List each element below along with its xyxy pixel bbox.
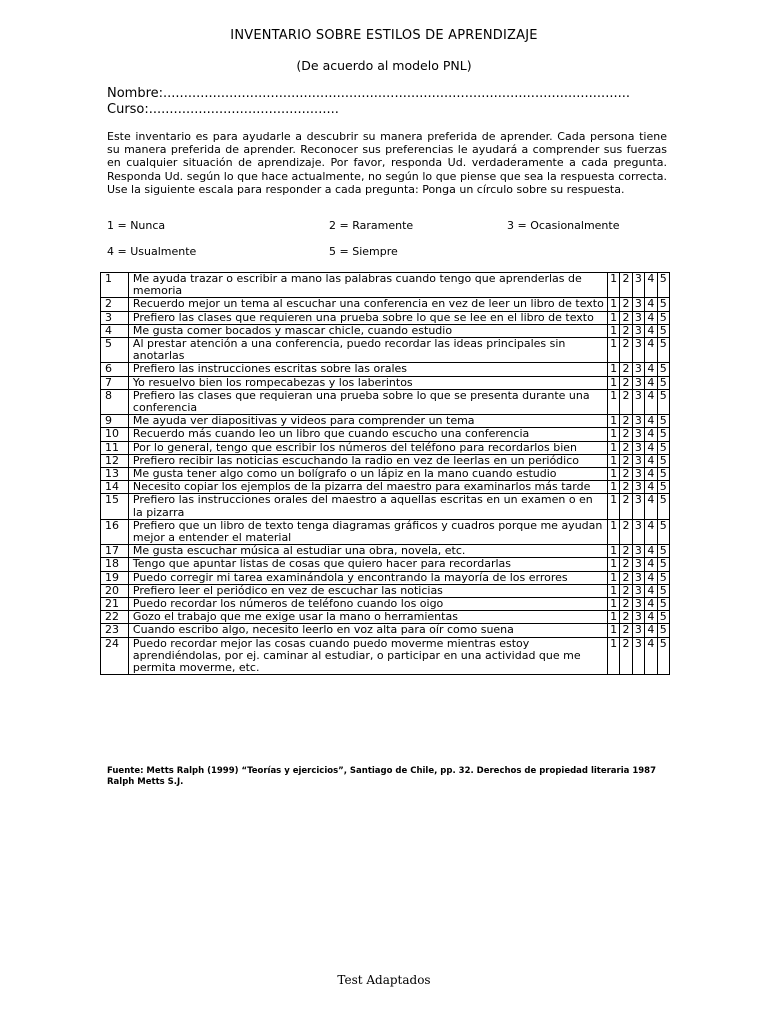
answer-option-5[interactable]: 5 — [657, 415, 669, 428]
question-number: 9 — [101, 415, 129, 428]
answer-option-5[interactable]: 5 — [657, 611, 669, 624]
answer-option-3[interactable]: 3 — [632, 584, 644, 597]
answer-option-4[interactable]: 4 — [645, 415, 657, 428]
answer-option-2[interactable]: 2 — [620, 611, 632, 624]
answer-option-5[interactable]: 5 — [657, 624, 669, 637]
answer-option-2[interactable]: 2 — [620, 428, 632, 441]
question-number: 15 — [101, 494, 129, 519]
question-row — [101, 468, 670, 481]
scale-label-3: 3 = Ocasionalmente — [507, 219, 620, 232]
question-row — [101, 545, 670, 558]
answer-option-4[interactable]: 4 — [645, 441, 657, 454]
answer-option-5[interactable]: 5 — [657, 441, 669, 454]
question-text: Prefiero las clases que requieren una prueba sobre lo que se lee en el libro de texto — [128, 311, 607, 324]
answer-option-3[interactable]: 3 — [632, 637, 644, 675]
scale-label-5: 5 = Siempre — [329, 245, 398, 258]
question-number: 14 — [101, 481, 129, 494]
answer-option-3[interactable]: 3 — [632, 611, 644, 624]
answer-option-3[interactable]: 3 — [632, 441, 644, 454]
question-text: Al prestar atención a una conferencia, puedo recordar las ideas principales sin anotarlas — [128, 338, 607, 363]
question-text: Tengo que apuntar listas de cosas que quiero hacer para recordarlas — [128, 558, 607, 571]
question-text: Prefiero leer el periódico en vez de escuchar las noticias — [128, 584, 607, 597]
answer-option-1[interactable]: 1 — [607, 558, 619, 571]
answer-option-3[interactable]: 3 — [632, 519, 644, 544]
answer-option-5[interactable]: 5 — [657, 273, 669, 298]
answer-option-5[interactable]: 5 — [657, 494, 669, 519]
question-row — [101, 428, 670, 441]
answer-option-2[interactable]: 2 — [620, 624, 632, 637]
answer-option-5[interactable]: 5 — [657, 545, 669, 558]
question-text: Gozo el trabajo que me exige usar la mano o herramientas — [128, 611, 607, 624]
question-text: Puedo corregir mi tarea examinándola y encontrando la mayoría de los errores — [128, 571, 607, 584]
question-number: 11 — [101, 441, 129, 454]
answer-option-4[interactable]: 4 — [645, 311, 657, 324]
answer-option-2[interactable]: 2 — [620, 389, 632, 414]
question-row — [101, 389, 670, 414]
question-text: Por lo general, tengo que escribir los números del teléfono para recordarlos bien — [128, 441, 607, 454]
question-number: 22 — [101, 611, 129, 624]
answer-option-1[interactable]: 1 — [607, 415, 619, 428]
intro-paragraph: Este inventario es para ayudarle a descubrir su manera preferida de aprender. Cada persona tiene su manera preferida de aprender. Reconocer sus preferencias le ayudará a comprender sus fuerzas en cualquier situación de aprendizaje. Por favor, responda Ud. verdaderamente a cada pregunta. Responda Ud. según lo que hace actualmente, no según lo que piense que sea la respuesta correcta. Use la siguiente escala para responder a cada pregunta: Ponga un círculo sobre su respuesta. — [107, 130, 667, 196]
answer-option-1[interactable]: 1 — [607, 376, 619, 389]
answer-option-3[interactable]: 3 — [632, 338, 644, 363]
answer-option-4[interactable]: 4 — [645, 545, 657, 558]
question-number: 7 — [101, 376, 129, 389]
answer-option-4[interactable]: 4 — [645, 611, 657, 624]
question-row — [101, 441, 670, 454]
page-subtitle: (De acuerdo al modelo PNL) — [296, 58, 472, 73]
answer-option-3[interactable]: 3 — [632, 363, 644, 376]
question-text: Prefiero recibir las noticias escuchando la radio en vez de leerlas en un periódico — [128, 454, 607, 467]
answer-option-4[interactable]: 4 — [645, 338, 657, 363]
question-text: Prefiero las instrucciones orales del maestro a aquellas escritas en un examen o en la pizarra — [128, 494, 607, 519]
source-note: Fuente: Metts Ralph (1999) “Teorías y ejercicios”, Santiago de Chile, pp. 32. Derechos de propiedad literaria 1987 Ralph Metts S.J. — [107, 766, 656, 787]
answer-option-1[interactable]: 1 — [607, 428, 619, 441]
answer-option-5[interactable]: 5 — [657, 428, 669, 441]
question-row — [101, 311, 670, 324]
question-row — [101, 584, 670, 597]
answer-option-3[interactable]: 3 — [632, 598, 644, 611]
answer-option-2[interactable]: 2 — [620, 637, 632, 675]
question-row — [101, 415, 670, 428]
answer-option-1[interactable]: 1 — [607, 441, 619, 454]
answer-option-3[interactable]: 3 — [632, 428, 644, 441]
answer-option-1[interactable]: 1 — [607, 637, 619, 675]
answer-option-2[interactable]: 2 — [620, 468, 632, 481]
answer-option-3[interactable]: 3 — [632, 389, 644, 414]
answer-option-3[interactable]: 3 — [632, 624, 644, 637]
answer-option-5[interactable]: 5 — [657, 298, 669, 311]
answer-option-5[interactable]: 5 — [657, 363, 669, 376]
answer-option-1[interactable]: 1 — [607, 571, 619, 584]
page-title: INVENTARIO SOBRE ESTILOS DE APRENDIZAJE — [230, 28, 538, 43]
question-text: Me ayuda ver diapositivas y videos para comprender un tema — [128, 415, 607, 428]
question-number: 24 — [101, 637, 129, 675]
question-text: Cuando escribo algo, necesito leerlo en voz alta para oír como suena — [128, 624, 607, 637]
answer-option-5[interactable]: 5 — [657, 584, 669, 597]
question-number: 3 — [101, 311, 129, 324]
answer-option-5[interactable]: 5 — [657, 481, 669, 494]
answer-option-2[interactable]: 2 — [620, 481, 632, 494]
question-number: 2 — [101, 298, 129, 311]
question-number: 1 — [101, 273, 129, 298]
question-text: Recuerdo más cuando leo un libro que cuando escucho una conferencia — [128, 428, 607, 441]
question-number: 19 — [101, 571, 129, 584]
question-text: Me ayuda trazar o escribir a mano las palabras cuando tengo que aprenderlas de memoria — [128, 273, 607, 298]
answer-option-1[interactable]: 1 — [607, 519, 619, 544]
answer-option-5[interactable]: 5 — [657, 389, 669, 414]
question-number: 8 — [101, 389, 129, 414]
question-text: Puedo recordar los números de teléfono cuando los oigo — [128, 598, 607, 611]
answer-option-4[interactable]: 4 — [645, 389, 657, 414]
answer-option-5[interactable]: 5 — [657, 558, 669, 571]
question-row — [101, 298, 670, 311]
question-row — [101, 454, 670, 467]
answer-option-2[interactable]: 2 — [620, 441, 632, 454]
answer-option-5[interactable]: 5 — [657, 311, 669, 324]
answer-option-2[interactable]: 2 — [620, 545, 632, 558]
question-text: Recuerdo mejor un tema al escuchar una conferencia en vez de leer un libro de texto — [128, 298, 607, 311]
answer-option-1[interactable]: 1 — [607, 584, 619, 597]
answer-option-1[interactable]: 1 — [607, 363, 619, 376]
question-number: 20 — [101, 584, 129, 597]
answer-option-3[interactable]: 3 — [632, 376, 644, 389]
question-row — [101, 558, 670, 571]
question-row — [101, 273, 670, 298]
answer-option-4[interactable]: 4 — [645, 363, 657, 376]
answer-option-4[interactable]: 4 — [645, 494, 657, 519]
answer-option-2[interactable]: 2 — [620, 454, 632, 467]
question-row — [101, 376, 670, 389]
answer-option-4[interactable]: 4 — [645, 298, 657, 311]
answer-option-3[interactable]: 3 — [632, 454, 644, 467]
question-number: 16 — [101, 519, 129, 544]
answer-option-1[interactable]: 1 — [607, 624, 619, 637]
question-number: 4 — [101, 324, 129, 337]
answer-option-1[interactable]: 1 — [607, 273, 619, 298]
answer-option-3[interactable]: 3 — [632, 545, 644, 558]
answer-option-5[interactable]: 5 — [657, 376, 669, 389]
nombre-field[interactable]: Nombre:................................................................................................................. — [107, 86, 630, 101]
answer-option-2[interactable]: 2 — [620, 415, 632, 428]
scale-label-2: 2 = Raramente — [329, 219, 414, 232]
answer-option-1[interactable]: 1 — [607, 298, 619, 311]
answer-option-2[interactable]: 2 — [620, 324, 632, 337]
answer-option-3[interactable]: 3 — [632, 298, 644, 311]
answer-option-4[interactable]: 4 — [645, 454, 657, 467]
question-row — [101, 624, 670, 637]
question-text: Puedo recordar mejor las cosas cuando puedo moverme mientras estoy aprendiéndolas, por ej. caminar al estudiar, o participar en una actividad que me permita moverme, etc. — [128, 637, 607, 675]
question-row — [101, 611, 670, 624]
answer-option-5[interactable]: 5 — [657, 468, 669, 481]
answer-option-3[interactable]: 3 — [632, 571, 644, 584]
answer-option-3[interactable]: 3 — [632, 494, 644, 519]
page-footer: Test Adaptados — [337, 973, 431, 987]
question-text: Prefiero que un libro de texto tenga diagramas gráficos y cuadros porque me ayudan mejor a entender el material — [128, 519, 607, 544]
answer-option-2[interactable]: 2 — [620, 519, 632, 544]
answer-option-3[interactable]: 3 — [632, 273, 644, 298]
question-number: 5 — [101, 338, 129, 363]
question-row — [101, 363, 670, 376]
answer-option-1[interactable]: 1 — [607, 468, 619, 481]
answer-option-1[interactable]: 1 — [607, 454, 619, 467]
answer-option-1[interactable]: 1 — [607, 611, 619, 624]
answer-option-1[interactable]: 1 — [607, 598, 619, 611]
answer-option-2[interactable]: 2 — [620, 558, 632, 571]
answer-option-2[interactable]: 2 — [620, 598, 632, 611]
question-number: 21 — [101, 598, 129, 611]
answer-option-2[interactable]: 2 — [620, 494, 632, 519]
answer-option-5[interactable]: 5 — [657, 454, 669, 467]
question-row — [101, 519, 670, 544]
question-row — [101, 598, 670, 611]
question-number: 18 — [101, 558, 129, 571]
answer-option-3[interactable]: 3 — [632, 324, 644, 337]
answer-option-4[interactable]: 4 — [645, 637, 657, 675]
answer-option-3[interactable]: 3 — [632, 415, 644, 428]
question-number: 23 — [101, 624, 129, 637]
answer-option-2[interactable]: 2 — [620, 311, 632, 324]
answer-option-4[interactable]: 4 — [645, 428, 657, 441]
answer-option-4[interactable]: 4 — [645, 571, 657, 584]
question-row — [101, 571, 670, 584]
answer-option-2[interactable]: 2 — [620, 376, 632, 389]
answer-option-1[interactable]: 1 — [607, 389, 619, 414]
question-text: Me gusta comer bocados y mascar chicle, cuando estudio — [128, 324, 607, 337]
answer-option-4[interactable]: 4 — [645, 324, 657, 337]
answer-option-3[interactable]: 3 — [632, 311, 644, 324]
answer-option-5[interactable]: 5 — [657, 338, 669, 363]
answer-option-5[interactable]: 5 — [657, 519, 669, 544]
question-number: 6 — [101, 363, 129, 376]
question-row — [101, 338, 670, 363]
answer-option-4[interactable]: 4 — [645, 624, 657, 637]
question-text: Yo resuelvo bien los rompecabezas y los laberintos — [128, 376, 607, 389]
answer-option-2[interactable]: 2 — [620, 273, 632, 298]
question-text: Me gusta tener algo como un bolígrafo o un lápiz en la mano cuando estudio — [128, 468, 607, 481]
question-row — [101, 637, 670, 675]
scale-label-4: 4 = Usualmente — [107, 245, 197, 258]
answer-option-1[interactable]: 1 — [607, 481, 619, 494]
question-text: Prefiero las clases que requieran una prueba sobre lo que se presenta durante una conferencia — [128, 389, 607, 414]
answer-option-3[interactable]: 3 — [632, 468, 644, 481]
answer-option-5[interactable]: 5 — [657, 598, 669, 611]
question-number: 10 — [101, 428, 129, 441]
question-number: 12 — [101, 454, 129, 467]
answer-option-4[interactable]: 4 — [645, 481, 657, 494]
curso-field[interactable]: Curso:.............................................. — [107, 102, 339, 117]
answer-option-4[interactable]: 4 — [645, 468, 657, 481]
question-text: Prefiero las instrucciones escritas sobre las orales — [128, 363, 607, 376]
answer-option-4[interactable]: 4 — [645, 376, 657, 389]
answer-option-4[interactable]: 4 — [645, 273, 657, 298]
answer-option-3[interactable]: 3 — [632, 481, 644, 494]
answer-option-1[interactable]: 1 — [607, 494, 619, 519]
answer-option-2[interactable]: 2 — [620, 298, 632, 311]
answer-option-1[interactable]: 1 — [607, 324, 619, 337]
answer-option-5[interactable]: 5 — [657, 571, 669, 584]
answer-option-4[interactable]: 4 — [645, 584, 657, 597]
scale-label-1: 1 = Nunca — [107, 219, 166, 232]
answer-option-3[interactable]: 3 — [632, 558, 644, 571]
questionnaire-table — [100, 272, 670, 675]
question-row — [101, 494, 670, 519]
answer-option-5[interactable]: 5 — [657, 637, 669, 675]
answer-option-1[interactable]: 1 — [607, 311, 619, 324]
question-row — [101, 481, 670, 494]
answer-option-2[interactable]: 2 — [620, 584, 632, 597]
question-text: Me gusta escuchar música al estudiar una obra, novela, etc. — [128, 545, 607, 558]
answer-option-4[interactable]: 4 — [645, 519, 657, 544]
question-number: 17 — [101, 545, 129, 558]
answer-option-2[interactable]: 2 — [620, 363, 632, 376]
question-number: 13 — [101, 468, 129, 481]
answer-option-2[interactable]: 2 — [620, 338, 632, 363]
answer-option-4[interactable]: 4 — [645, 558, 657, 571]
question-text: Necesito copiar los ejemplos de la pizarra del maestro para examinarlos más tarde — [128, 481, 607, 494]
question-row — [101, 324, 670, 337]
answer-option-4[interactable]: 4 — [645, 598, 657, 611]
answer-option-1[interactable]: 1 — [607, 545, 619, 558]
answer-option-2[interactable]: 2 — [620, 571, 632, 584]
answer-option-5[interactable]: 5 — [657, 324, 669, 337]
answer-option-1[interactable]: 1 — [607, 338, 619, 363]
